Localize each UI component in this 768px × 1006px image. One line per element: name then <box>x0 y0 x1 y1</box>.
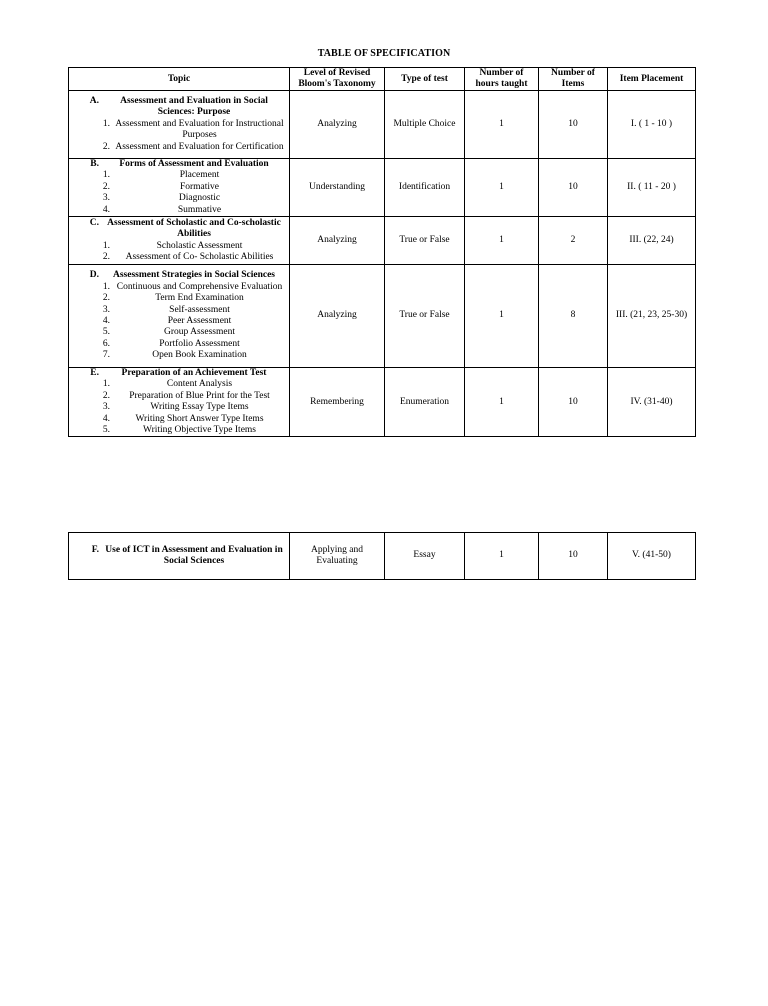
subtopic-text: Writing Essay Type Items <box>150 402 249 413</box>
topic-letter: D. <box>89 270 99 281</box>
header-topic: Topic <box>69 68 290 91</box>
subtopic-number: 4. <box>102 413 110 424</box>
subtopic-number: 1. <box>102 240 110 251</box>
subtopic-item <box>69 282 289 293</box>
placement-cell: I. ( 1 - 10 ) <box>608 91 696 159</box>
type-cell: Identification <box>385 159 465 217</box>
topic-heading <box>69 159 289 170</box>
hours-cell: 1 <box>465 368 539 437</box>
subtopic-text: Diagnostic <box>178 193 221 204</box>
subtopic-number: 3. <box>102 193 110 204</box>
topic-cell <box>69 265 290 368</box>
topic-cell <box>69 91 290 159</box>
bloom-cell: Applying and Evaluating <box>290 533 385 580</box>
items-cell: 10 <box>539 368 608 437</box>
hours-cell: 1 <box>465 91 539 159</box>
type-cell: True or False <box>385 265 465 368</box>
topic-title: Assessment Strategies in Social Sciences <box>112 270 275 281</box>
subtopic-item <box>69 402 289 413</box>
header-bloom: Level of Revised Bloom's Taxonomy <box>290 68 385 91</box>
subtopic-text: Writing Short Answer Type Items <box>135 413 264 424</box>
subtopic-item <box>69 252 289 263</box>
table-row <box>69 159 696 217</box>
hours-cell: 1 <box>465 533 539 580</box>
hours-cell: 1 <box>465 159 539 217</box>
subtopic-text: Term End Examination <box>155 293 244 304</box>
subtopic-item <box>69 316 289 327</box>
table-row <box>69 91 696 159</box>
specification-table-continued <box>68 532 696 580</box>
subtopic-text: Writing Objective Type Items <box>142 425 256 436</box>
bloom-cell: Analyzing <box>290 265 385 368</box>
topic-title: Preparation of an Achievement Test <box>121 368 267 379</box>
subtopic-item <box>69 293 289 304</box>
subtopic-item <box>69 339 289 350</box>
placement-cell: III. (22, 24) <box>608 217 696 265</box>
table-row <box>69 368 696 437</box>
subtopic-text: Preparation of Blue Print for the Test <box>129 390 270 401</box>
topic-cell <box>69 533 290 580</box>
header-items: Number of Items <box>539 68 608 91</box>
subtopic-item <box>69 142 289 153</box>
subtopic-number: 4. <box>102 316 110 327</box>
topic-cell <box>69 217 290 265</box>
subtopic-text: Continuous and Comprehensive Evaluation <box>116 281 283 292</box>
subtopic-item <box>69 241 289 252</box>
subtopic-number: 7. <box>102 350 110 361</box>
items-cell: 10 <box>539 159 608 217</box>
subtopic-text: Placement <box>179 170 220 181</box>
topic-letter: F. <box>91 544 99 555</box>
subtopic-number: 4. <box>102 204 110 215</box>
placement-cell: V. (41-50) <box>608 533 696 580</box>
header-type: Type of test <box>385 68 465 91</box>
subtopic-number: 1. <box>102 170 110 181</box>
type-cell: Enumeration <box>385 368 465 437</box>
subtopic-text: Group Assessment <box>164 327 235 338</box>
topic-letter: A. <box>89 95 99 106</box>
subtopic-item <box>69 327 289 338</box>
bloom-cell: Understanding <box>290 159 385 217</box>
subtopic-text: Content Analysis <box>166 379 233 390</box>
subtopic-number: 2. <box>102 390 110 401</box>
hours-cell: 1 <box>465 217 539 265</box>
subtopic-number: 2. <box>102 293 110 304</box>
subtopic-number: 2. <box>102 251 110 262</box>
subtopic-number: 2. <box>102 181 110 192</box>
subtopic-text: Assessment of Co- Scholastic Abilities <box>125 251 274 262</box>
table-header-row <box>69 68 696 91</box>
topic-heading <box>69 96 289 119</box>
topic-title: Use of ICT in Assessment and Evaluation in Social Sciences <box>105 544 283 566</box>
subtopic-item <box>69 350 289 361</box>
subtopic-text: Self-assessment <box>169 304 230 315</box>
bloom-cell: Remembering <box>290 368 385 437</box>
items-cell: 10 <box>539 533 608 580</box>
items-cell: 8 <box>539 265 608 368</box>
topic-letter: B. <box>90 159 99 169</box>
placement-cell: II. ( 11 - 20 ) <box>608 159 696 217</box>
topic-heading <box>69 545 289 568</box>
subtopic-text: Summative <box>177 204 222 215</box>
table-row <box>69 533 696 580</box>
subtopic-item <box>69 379 289 390</box>
subtopic-item <box>69 182 289 193</box>
subtopic-number: 3. <box>102 304 110 315</box>
placement-cell: IV. (31-40) <box>608 368 696 437</box>
subtopic-item <box>69 414 289 425</box>
items-cell: 2 <box>539 217 608 265</box>
topic-title: Assessment of Scholastic and Co-scholastic Abilities <box>107 217 281 240</box>
subtopic-number: 1. <box>102 118 110 129</box>
subtopic-text: Open Book Examination <box>152 350 247 361</box>
type-cell: Multiple Choice <box>385 91 465 159</box>
topic-cell <box>69 368 290 437</box>
topic-cell <box>69 159 290 217</box>
topic-letter: C. <box>89 217 99 228</box>
subtopic-item <box>69 425 289 436</box>
items-cell: 10 <box>539 91 608 159</box>
topic-heading <box>69 270 289 281</box>
subtopic-text: Assessment and Evaluation for Certification <box>115 141 284 152</box>
topic-heading <box>69 218 289 241</box>
hours-cell: 1 <box>465 265 539 368</box>
subtopic-number: 3. <box>102 402 110 413</box>
header-placement: Item Placement <box>608 68 696 91</box>
subtopic-number: 5. <box>102 327 110 338</box>
topic-heading <box>69 368 289 379</box>
topic-title: Forms of Assessment and Evaluation <box>119 159 269 169</box>
document-title: TABLE OF SPECIFICATION <box>317 48 451 59</box>
subtopic-number: 5. <box>102 425 110 436</box>
subtopic-text: Peer Assessment <box>167 316 232 327</box>
subtopic-item <box>69 170 289 181</box>
subtopic-item <box>69 305 289 316</box>
topic-title: Assessment and Evaluation in Social Sciences: Purpose <box>120 95 268 118</box>
subtopic-item <box>69 205 289 216</box>
subtopic-text: Formative <box>179 181 220 192</box>
specification-table <box>68 67 696 437</box>
table-row <box>69 217 696 265</box>
subtopic-text: Assessment and Evaluation for Instructional Purposes <box>115 118 284 141</box>
table-row <box>69 265 696 368</box>
subtopic-item <box>69 391 289 402</box>
placement-cell: III. (21, 23, 25-30) <box>608 265 696 368</box>
header-hours: Number of hours taught <box>465 68 539 91</box>
subtopic-number: 1. <box>102 281 110 292</box>
subtopic-number: 6. <box>102 338 110 349</box>
bloom-cell: Analyzing <box>290 91 385 159</box>
subtopic-text: Scholastic Assessment <box>156 240 243 251</box>
bloom-cell: Analyzing <box>290 217 385 265</box>
subtopic-number: 1. <box>102 379 110 390</box>
subtopic-text: Portfolio Assessment <box>159 338 240 349</box>
subtopic-item <box>69 193 289 204</box>
subtopic-number: 2. <box>102 141 110 152</box>
topic-letter: E. <box>90 368 99 379</box>
subtopic-item <box>69 119 289 142</box>
type-cell: Essay <box>385 533 465 580</box>
type-cell: True or False <box>385 217 465 265</box>
